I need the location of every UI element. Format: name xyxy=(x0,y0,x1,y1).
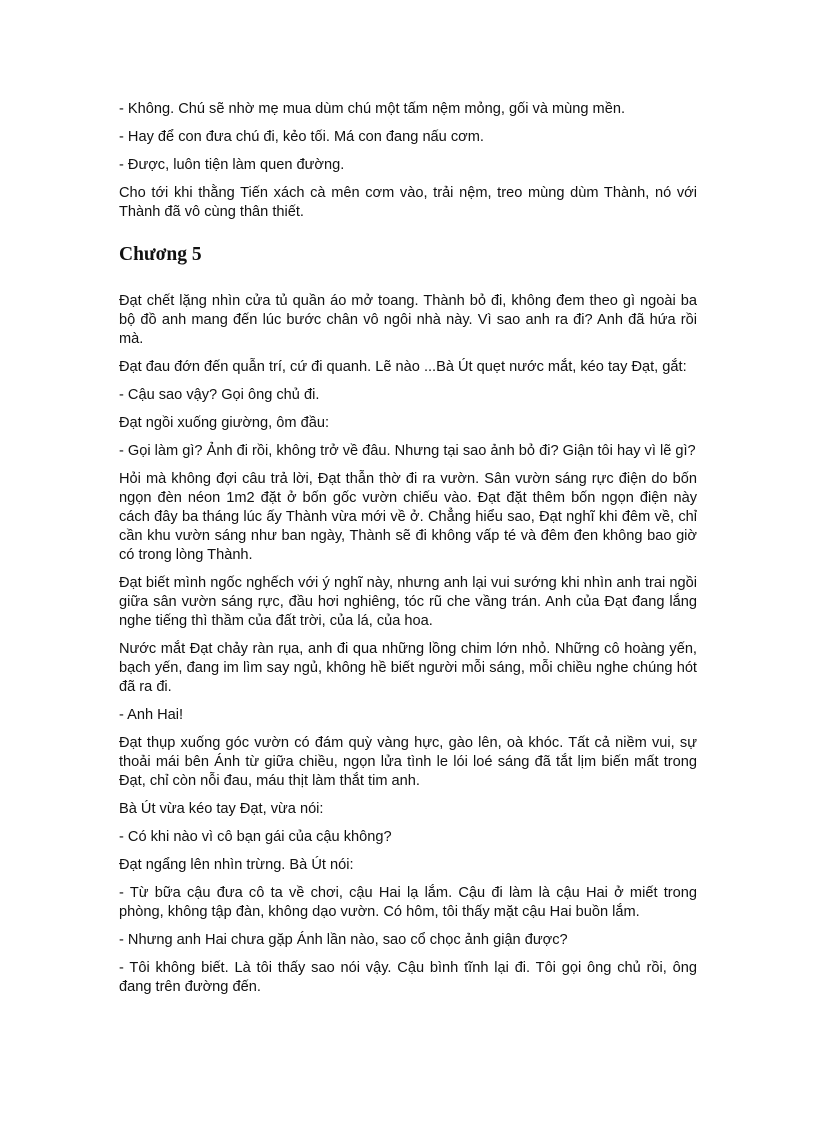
paragraph: - Được, luôn tiện làm quen đường. xyxy=(119,157,345,173)
paragraph: - Anh Hai! xyxy=(119,707,184,723)
paragraph: - Cậu sao vậy? Gọi ông chủ đi. xyxy=(119,387,320,403)
chapter-heading: Chương 5 xyxy=(119,244,202,265)
paragraph: Đạt thụp xuống góc vườn có đám quỳ vàng hực, gào lên, oà khóc. Tất cả niềm vui, sự thoải mái bên Ánh từ giữa chiều, ngọn lửa tình le lói loé sáng đã tắt lịm biến mất trong Đạt, chỉ còn nỗi đau, máu thịt làm thắt tim anh. xyxy=(119,735,697,789)
paragraph: Hỏi mà không đợi câu trả lời, Đạt thẫn thờ đi ra vườn. Sân vườn sáng rực điện do bốn ngọn đèn néon 1m2 đặt ở bốn gốc vườn chiếu vào. Đạt đặt thêm bốn ngọn điện này cách đây ba tháng lúc ấy Thành vừa mới về ở. Chẳng hiểu sao, Đạt nghĩ khi đêm về, chỉ cần khu vườn sáng như ban ngày, Thành sẽ đi không vấp té và đêm đen không bao giờ có trong lòng Thành. xyxy=(119,471,697,563)
document-body xyxy=(119,100,697,1006)
paragraph: Đạt chết lặng nhìn cửa tủ quần áo mở toang. Thành bỏ đi, không đem theo gì ngoài ba bộ đồ anh mang đến lúc bước chân vô ngôi nhà này. Vì sao anh ra đi? Anh đã hứa rồi mà. xyxy=(119,293,697,347)
paragraph: Cho tới khi thằng Tiến xách cà mên cơm vào, trải nệm, treo mùng dùm Thành, nó với Thành đã vô cùng thân thiết. xyxy=(119,185,697,220)
paragraph: Nước mắt Đạt chảy ràn rụa, anh đi qua những lồng chim lớn nhỏ. Những cô hoàng yến, bạch yến, đang im lìm say ngủ, không hề biết người mỗi sáng, mỗi chiều nghe chúng hót đã ra đi. xyxy=(119,641,697,695)
paragraph: Đạt đau đớn đến quẫn trí, cứ đi quanh. Lẽ nào ...Bà Út quẹt nước mắt, kéo tay Đạt, gắt: xyxy=(119,359,687,375)
paragraph: - Hay để con đưa chú đi, kẻo tối. Má con đang nấu cơm. xyxy=(119,129,484,145)
paragraph: - Có khi nào vì cô bạn gái của cậu không? xyxy=(119,829,392,845)
paragraph: Đạt ngồi xuống giường, ôm đầu: xyxy=(119,415,329,431)
paragraph: - Gọi làm gì? Ảnh đi rồi, không trở về đâu. Nhưng tại sao ảnh bỏ đi? Giận tôi hay vì lẽ gì? xyxy=(119,443,696,459)
paragraph: Đạt biết mình ngốc nghếch với ý nghĩ này, nhưng anh lại vui sướng khi nhìn anh trai ngồi giữa sân vườn sáng rực, đầu hơi nghiêng, tóc rũ che vầng trán. Anh của Đạt đang lắng nghe tiếng thì thầm của đất trời, của lá, của hoa. xyxy=(119,575,697,629)
paragraph: - Không. Chú sẽ nhờ mẹ mua dùm chú một tấm nệm mỏng, gối và mùng mền. xyxy=(119,101,625,117)
paragraph: Bà Út vừa kéo tay Đạt, vừa nói: xyxy=(119,801,324,817)
paragraph: Đạt ngẩng lên nhìn trừng. Bà Út nói: xyxy=(119,857,354,873)
paragraph: - Tôi không biết. Là tôi thấy sao nói vậy. Cậu bình tĩnh lại đi. Tôi gọi ông chủ rồi, ông đang trên đường đến. xyxy=(119,960,697,995)
paragraph: - Từ bữa cậu đưa cô ta về chơi, cậu Hai lạ lắm. Cậu đi làm là cậu Hai ở miết trong phòng, không tập đàn, không dạo vườn. Có hôm, tôi thấy mặt cậu Hai buồn lắm. xyxy=(119,885,697,920)
paragraph: - Nhưng anh Hai chưa gặp Ánh lần nào, sao cổ chọc ảnh giận được? xyxy=(119,932,568,948)
